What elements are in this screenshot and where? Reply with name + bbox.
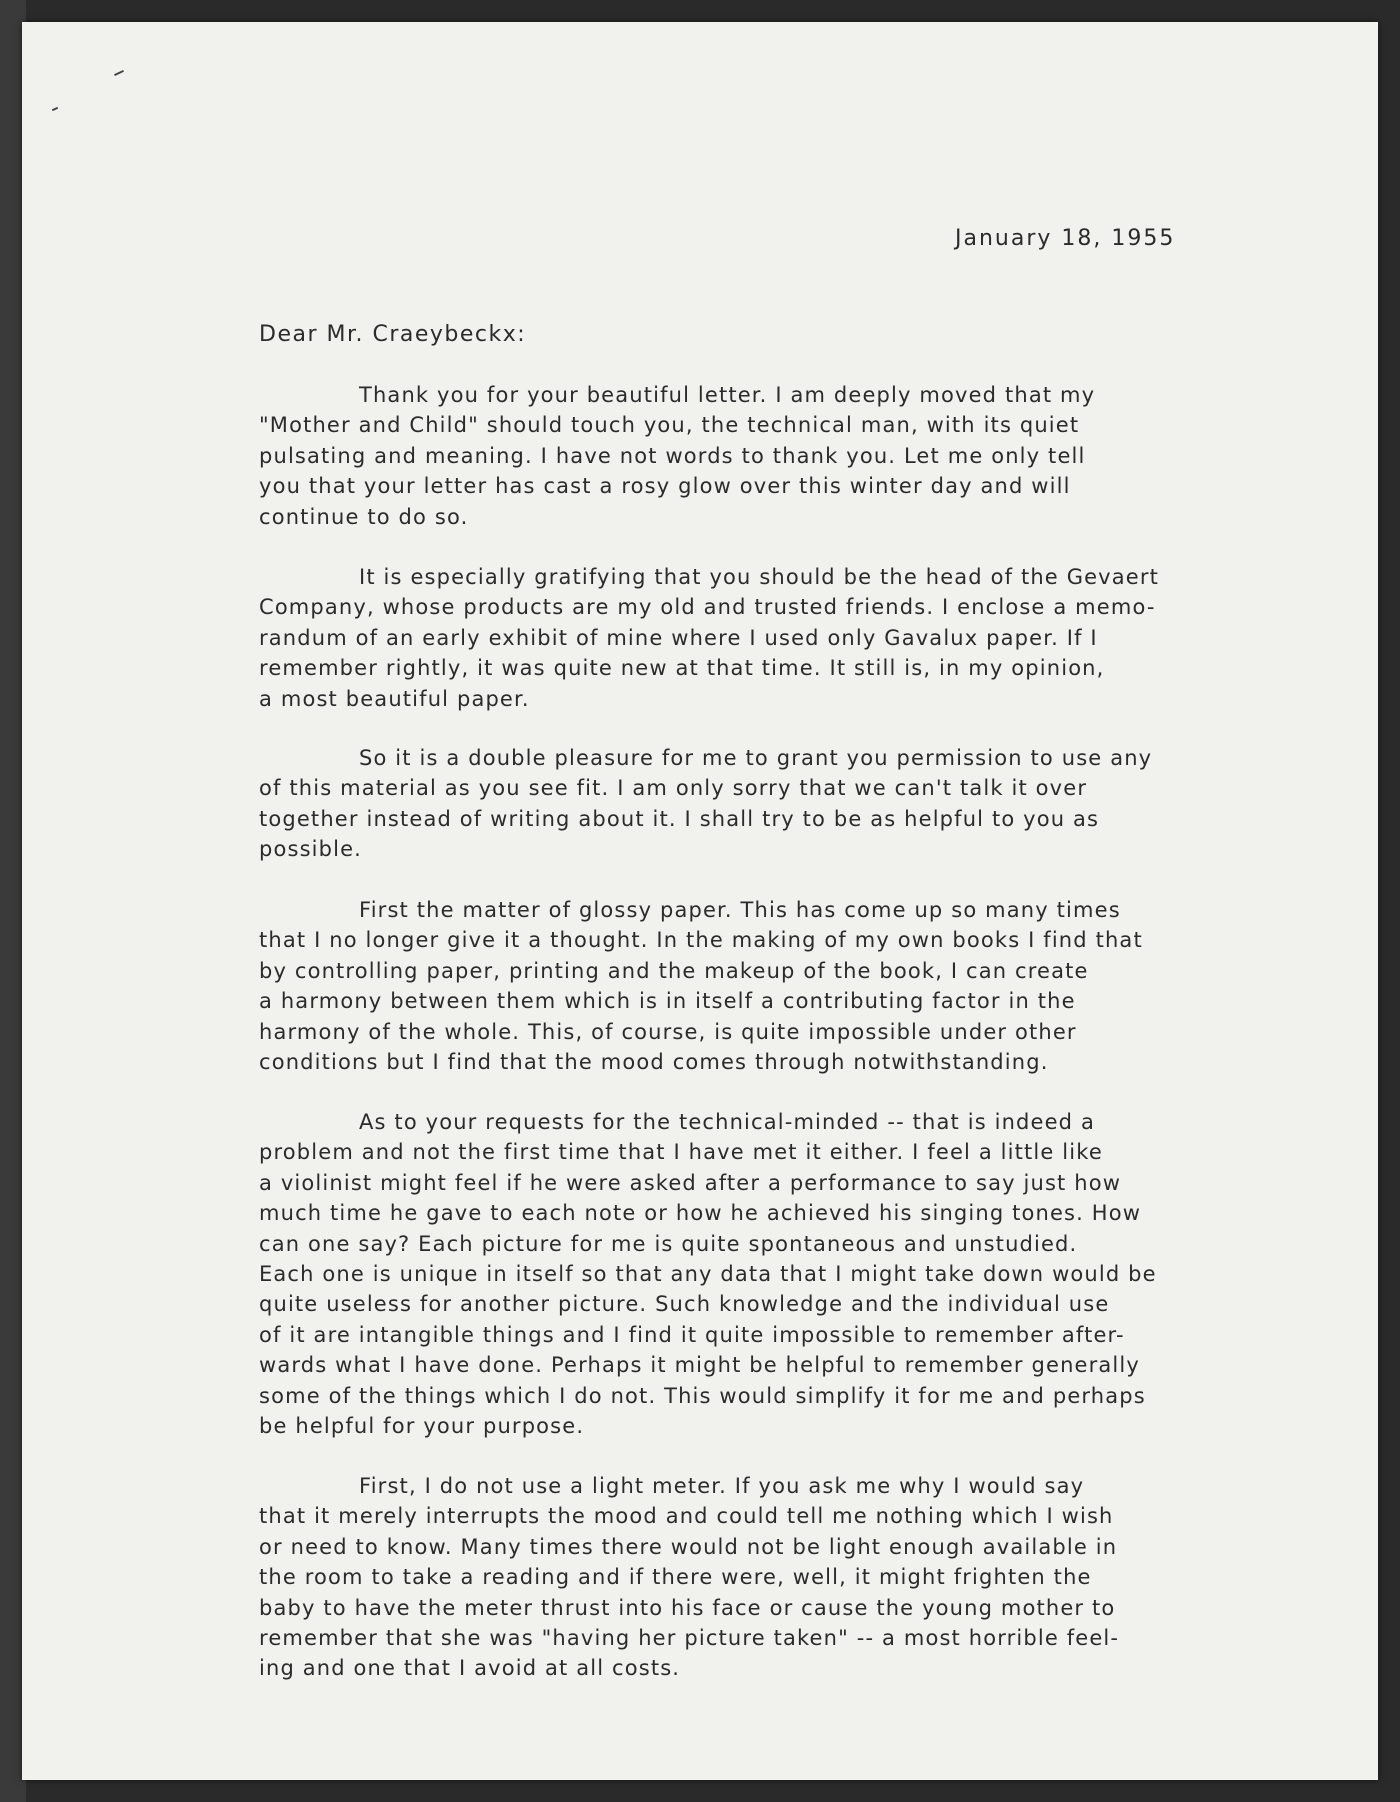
text-line: quite useless for another picture. Such knowledge and the individual use	[259, 1292, 1110, 1317]
text-line: by controlling paper, printing and the makeup of the book, I can create	[259, 958, 1089, 983]
text-line: harmony of the whole. This, of course, is quite impossible under other	[259, 1019, 1077, 1044]
letter-date: January 18, 1955	[955, 226, 1176, 251]
text-line: problem and not the first time that I have met it either. I feel a little like	[259, 1140, 1103, 1165]
text-line: baby to have the meter thrust into his face or cause the young mother to	[259, 1595, 1116, 1620]
text-line: be helpful for your purpose.	[259, 1413, 585, 1438]
text-line: some of the things which I do not. This would simplify it for me and perhaps	[259, 1383, 1146, 1408]
text-line: of it are intangible things and I find it quite impossible to remember after-	[259, 1322, 1125, 1347]
paragraph	[259, 1107, 1157, 1441]
text-line: First the matter of glossy paper. This has come up so many times	[359, 898, 1121, 922]
text-line: Company, whose products are my old and trusted friends. I enclose a memo-	[259, 595, 1156, 620]
text-line: a most beautiful paper.	[259, 686, 530, 711]
paragraph	[259, 743, 1152, 865]
paragraph	[259, 895, 1143, 1077]
text-line: can one say? Each picture for me is quite spontaneous and unstudied.	[259, 1231, 1078, 1256]
text-line: possible.	[259, 837, 363, 862]
text-line: that I no longer give it a thought. In the making of my own books I find that	[259, 928, 1143, 953]
paper-blemish	[114, 70, 124, 76]
paragraph	[259, 380, 1095, 532]
text-line: you that your letter has cast a rosy glow over this winter day and will	[259, 474, 1071, 499]
text-line: together instead of writing about it. I shall try to be as helpful to you as	[259, 806, 1100, 831]
text-line: or need to know. Many times there would not be light enough available in	[259, 1534, 1118, 1559]
text-line: much time he gave to each note or how he achieved his singing tones. How	[259, 1201, 1142, 1226]
text-line: Thank you for your beautiful letter. I am deeply moved that my	[359, 383, 1096, 407]
text-line: of this material as you see fit. I am only sorry that we can't talk it over	[259, 776, 1088, 801]
text-line: So it is a double pleasure for me to grant you permission to use any	[359, 746, 1153, 770]
text-line: remember rightly, it was quite new at that time. It still is, in my opinion,	[259, 656, 1105, 681]
salutation: Dear Mr. Craeybeckx:	[259, 322, 527, 347]
text-line: First, I do not use a light meter. If you ask me why I would say	[359, 1474, 1085, 1498]
text-line: ing and one that I avoid at all costs.	[259, 1656, 681, 1681]
text-line: a harmony between them which is in itself a contributing factor in the	[259, 989, 1076, 1014]
text-line: Each one is unique in itself so that any data that I might take down would be	[259, 1261, 1157, 1286]
text-line: that it merely interrupts the mood and could tell me nothing which I wish	[259, 1504, 1114, 1529]
text-line: wards what I have done. Perhaps it might be helpful to remember generally	[259, 1353, 1140, 1378]
text-line: As to your requests for the technical-minded -- that is indeed a	[359, 1110, 1095, 1134]
paragraph	[259, 562, 1159, 714]
text-line: It is especially gratifying that you should be the head of the Gevaert	[359, 565, 1160, 589]
text-line: the room to take a reading and if there were, well, it might frighten the	[259, 1565, 1092, 1590]
text-line: continue to do so.	[259, 504, 469, 529]
paper-blemish	[52, 107, 58, 111]
text-line: a violinist might feel if he were asked after a performance to say just how	[259, 1170, 1122, 1195]
text-line: randum of an early exhibit of mine where I used only Gavalux paper. If I	[259, 625, 1098, 650]
paragraph	[259, 1471, 1119, 1684]
text-line: "Mother and Child" should touch you, the technical man, with its quiet	[259, 413, 1080, 438]
text-line: pulsating and meaning. I have not words to thank you. Let me only tell	[259, 443, 1086, 468]
text-line: remember that she was "having her picture taken" -- a most horrible feel-	[259, 1625, 1120, 1650]
text-line: conditions but I find that the mood comes through notwithstanding.	[259, 1049, 1049, 1074]
